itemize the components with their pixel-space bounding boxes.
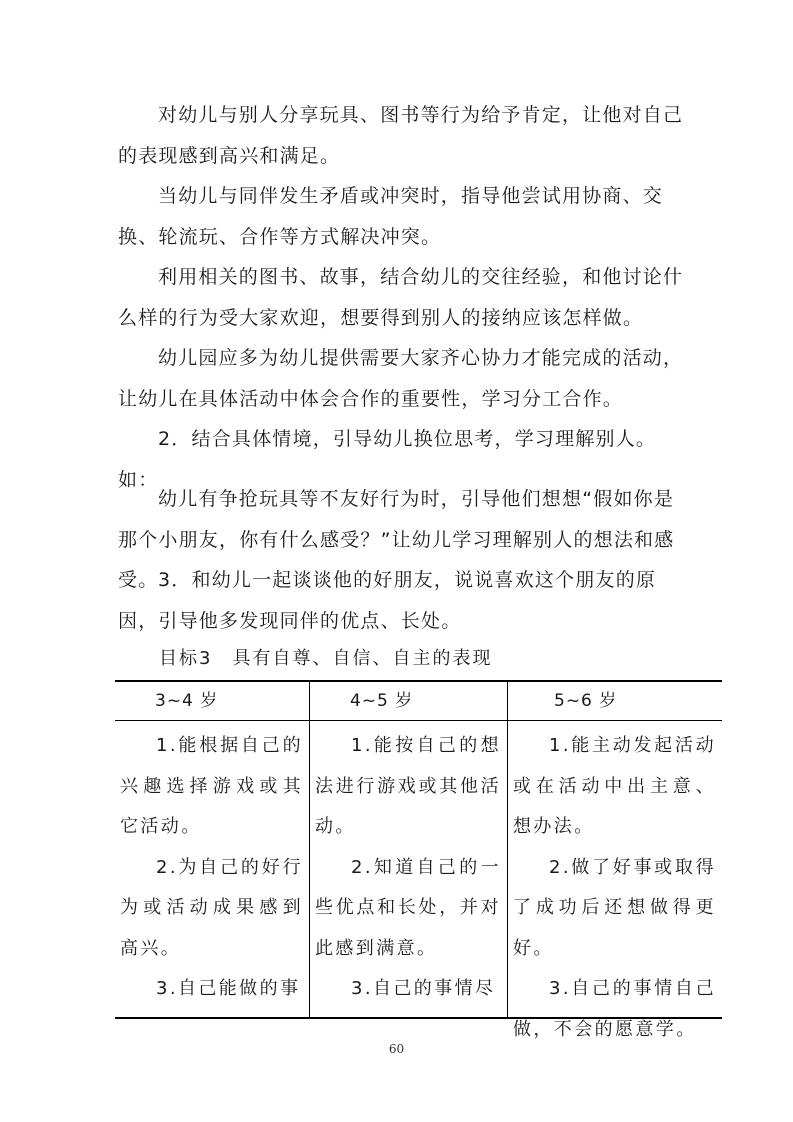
paragraph-share-toys: 对幼儿与别人分享玩具、图书等行为给予肯定，让他对自己的表现感到高兴和满足。 — [118, 104, 684, 167]
table-cell-item: 2.知道自己的一些优点和长处，并对此感到满意。 — [315, 856, 501, 959]
column-header: 5~6 岁 — [508, 682, 722, 721]
column-header: 3~4 岁 — [115, 682, 309, 721]
goal-title: 目标3 具有自尊、自信、自主的表现 — [159, 648, 493, 669]
page-number: 60 — [388, 1042, 405, 1056]
paragraph-point-3: 3．和幼儿一起谈谈他的好朋友，说说喜欢这个朋友的原因，引导他多发现同伴的优点、长处。 — [118, 569, 657, 632]
paragraph-point-2: 2．结合具体情境，引导幼儿换位思考，学习理解别人。如： — [118, 428, 657, 491]
column-body — [508, 721, 722, 1050]
paragraph-perspective-taking: 幼儿有争抢玩具等不友好行为时，引导他们想想“假如你是那个小朋友，你有什么感受？”让幼儿学习理解别人的想法和感受。 — [118, 488, 675, 591]
column-body — [310, 721, 507, 1010]
table-cell-item: 3.自己的事情自己做，不会的愿意学。 — [513, 978, 716, 1040]
column-body — [115, 721, 309, 1010]
table-cell-item: 1.能根据自己的兴趣选择游戏或其它活动。 — [120, 735, 303, 837]
paragraph-cooperative-activities: 幼儿园应多为幼儿提供需要大家齐心协力才能完成的活动，让幼儿在具体活动中体会合作的重要性，学习分工合作。 — [118, 347, 684, 410]
table-column-3-4 — [115, 682, 310, 1017]
table-cell-item: 3.自己能做的事 — [156, 978, 301, 999]
paragraph-books-stories: 利用相关的图书、故事，结合幼儿的交往经验，和他讨论什么样的行为受大家欢迎，想要得到别人的接纳应该怎样做。 — [118, 266, 684, 329]
table-cell-item: 1.能主动发起活动或在活动中出主意、想办法。 — [513, 735, 716, 837]
table-cell-item: 3.自己的事情尽 — [351, 978, 496, 999]
table-cell-item: 1.能按自己的想法进行游戏或其他活动。 — [315, 735, 501, 837]
paragraph-conflict-resolution: 当幼儿与同伴发生矛盾或冲突时，指导他尝试用协商、交换、轮流玩、合作等方式解决冲突。 — [118, 185, 664, 248]
table-column-5-6 — [508, 682, 722, 1040]
table-cell-item: 2.做了好事或取得了成功后还想做得更好。 — [513, 856, 716, 959]
table-column-4-5 — [310, 682, 508, 1017]
table-cell-item: 2.为自己的好行为或活动成果感到高兴。 — [120, 856, 303, 959]
age-goals-table — [115, 680, 722, 1040]
column-header: 4~5 岁 — [310, 682, 507, 721]
